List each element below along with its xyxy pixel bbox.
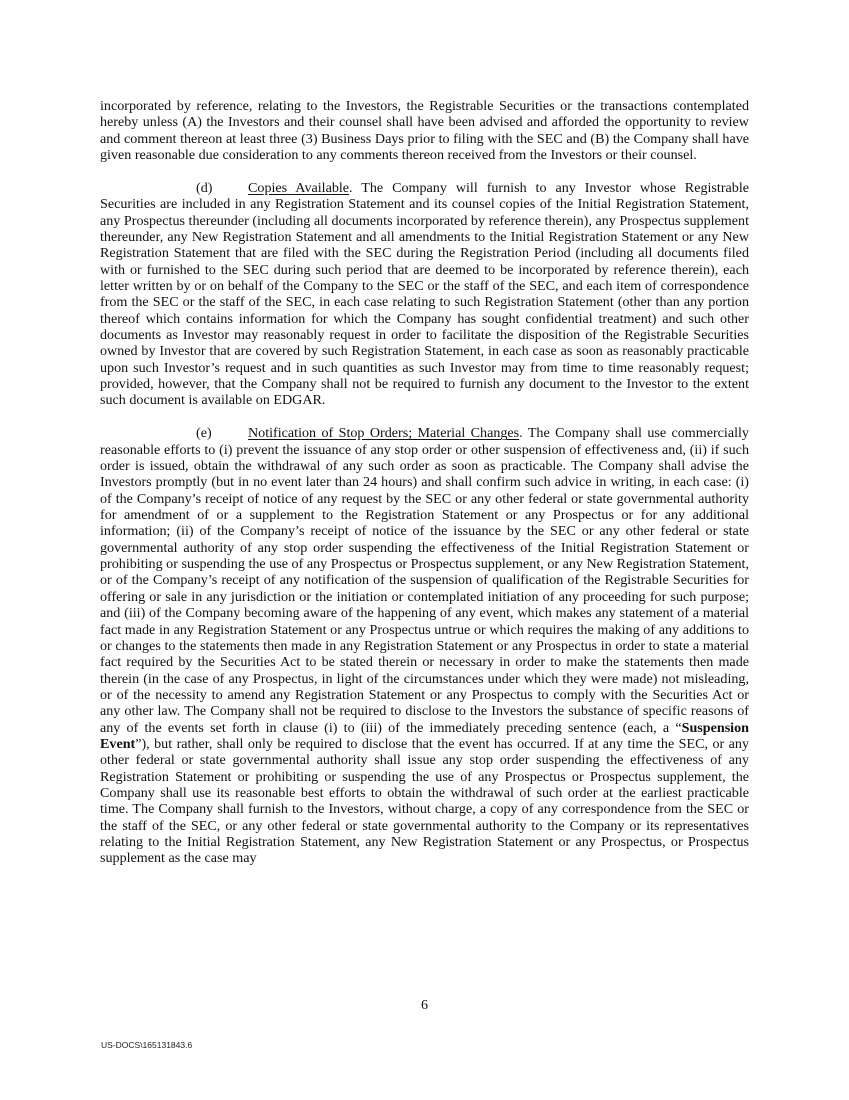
- document-id: US-DOCS\165131843.6: [101, 1040, 193, 1050]
- section-e-paragraph: [100, 425, 749, 866]
- section-d-number: (d): [196, 179, 213, 196]
- continuation-paragraph: incorporated by reference, relating to the Investors, the Registrable Securities or the transactions contemplated hereby unless (A) the Investors and their counsel shall have been advised and afforded the opportunity to review and comment thereon at least three (3) Business Days prior to filing with the SEC and (B) the Company shall have given reasonable due consideration to any comments thereon received from the Investors or their counsel.: [100, 98, 749, 164]
- section-d-paragraph: [100, 180, 749, 409]
- defined-term-suspension-event: Suspension Event: [100, 719, 749, 752]
- document-body: [100, 98, 749, 867]
- section-d-heading: Copies Available: [248, 179, 350, 196]
- section-d-body: . The Company will furnish to any Investor whose Registrable Securities are included in any Registration Statement and its counsel copies of the Initial Registration Statement, any Prospectus thereunder (including all documents incorporated by reference therein), any Prospectus supplement thereunder, any New Registration Statement and all amendments to the Initial Registration Statement or any New Registration Statement that are filed with the SEC during the Registration Period (including all documents filed with or furnished to the SEC during such period that are deemed to be incorporated by reference therein), each letter written by or on behalf of the Company to the SEC or the staff of the SEC, and each item of correspondence from the SEC or the staff of the SEC, in each case relating to such Registration Statement (other than any portion thereof which contains information for which the Company has sought confidential treatment) and such other documents as Investor may reasonably request in order to facilitate the disposition of the Registrable Securities owned by Investor that are covered by such Registration Statement, in each case as soon as reasonably practicable upon such Investor’s request and in such quantities as such Investor may from time to time reasonably request; provided, however, that the Company shall not be required to furnish any document to the Investor to the extent such document is available on EDGAR.: [100, 179, 749, 409]
- section-e-body-part-1: . The Company shall use commercially reasonable efforts to (i) prevent the issuance of any stop order or other suspension of effectiveness and, (ii) if such order is issued, obtain the withdrawal of any such order as soon as practicable. The Company shall advise the Investors promptly (but in no event later than 24 hours) and shall confirm such advice in writing, in each case: (i) of the Company’s receipt of notice of any request by the SEC or any other federal or state governmental authority for amendment of or a supplement to the Registration Statement or any Prospectus or for any additional information; (ii) of the Company’s receipt of notice of the issuance by the SEC or any other federal or state governmental authority of any stop order suspending the effectiveness of the Initial Registration Statement or prohibiting or suspending the use of any Prospectus or Prospectus supplement, or any New Registration Statement, or of the Company’s receipt of any notification of the suspension of qualification of the Registrable Securities for offering or sale in any jurisdiction or the initiation or contemplated initiation of any proceeding for such purpose; and (iii) of the Company becoming aware of the happening of any event, which makes any statement of a material fact made in any Registration Statement or any Prospectus untrue or which requires the making of any additions to or changes to the statements then made in any Registration Statement or any Prospectus in order to state a material fact required by the Securities Act to be stated therein or necessary in order to make the statements then made therein (in the case of any Prospectus, in light of the circumstances under which they were made) not misleading, or of the necessity to amend any Registration Statement or any Prospectus to comply with the Securities Act or any other law. The Company shall not be required to disclose to the Investors the substance of specific reasons of any of the events set forth in clause (i) to (iii) of the immediately preceding sentence (each, a “: [100, 425, 749, 736]
- page-number: 6: [420, 997, 429, 1013]
- section-e-body-part-2: ”), but rather, shall only be required to disclose that the event has occurred. If at any time the SEC, or any other federal or state governmental authority shall issue any stop order suspending the effectiveness of any Registration Statement or prohibiting or suspending the use of any Prospectus or Prospectus supplement, the Company shall use its reasonable best efforts to obtain the withdrawal of such order at the earliest practicable time. The Company shall furnish to the Investors, without charge, a copy of any correspondence from the SEC or the staff of the SEC, or any other federal or state governmental authority to the Company or its representatives relating to the Initial Registration Statement, any New Registration Statement or any Prospectus, or Prospectus supplement as the case may: [100, 735, 749, 867]
- section-e-heading: Notification of Stop Orders; Material Changes: [248, 425, 520, 442]
- section-e-number: (e): [196, 425, 212, 442]
